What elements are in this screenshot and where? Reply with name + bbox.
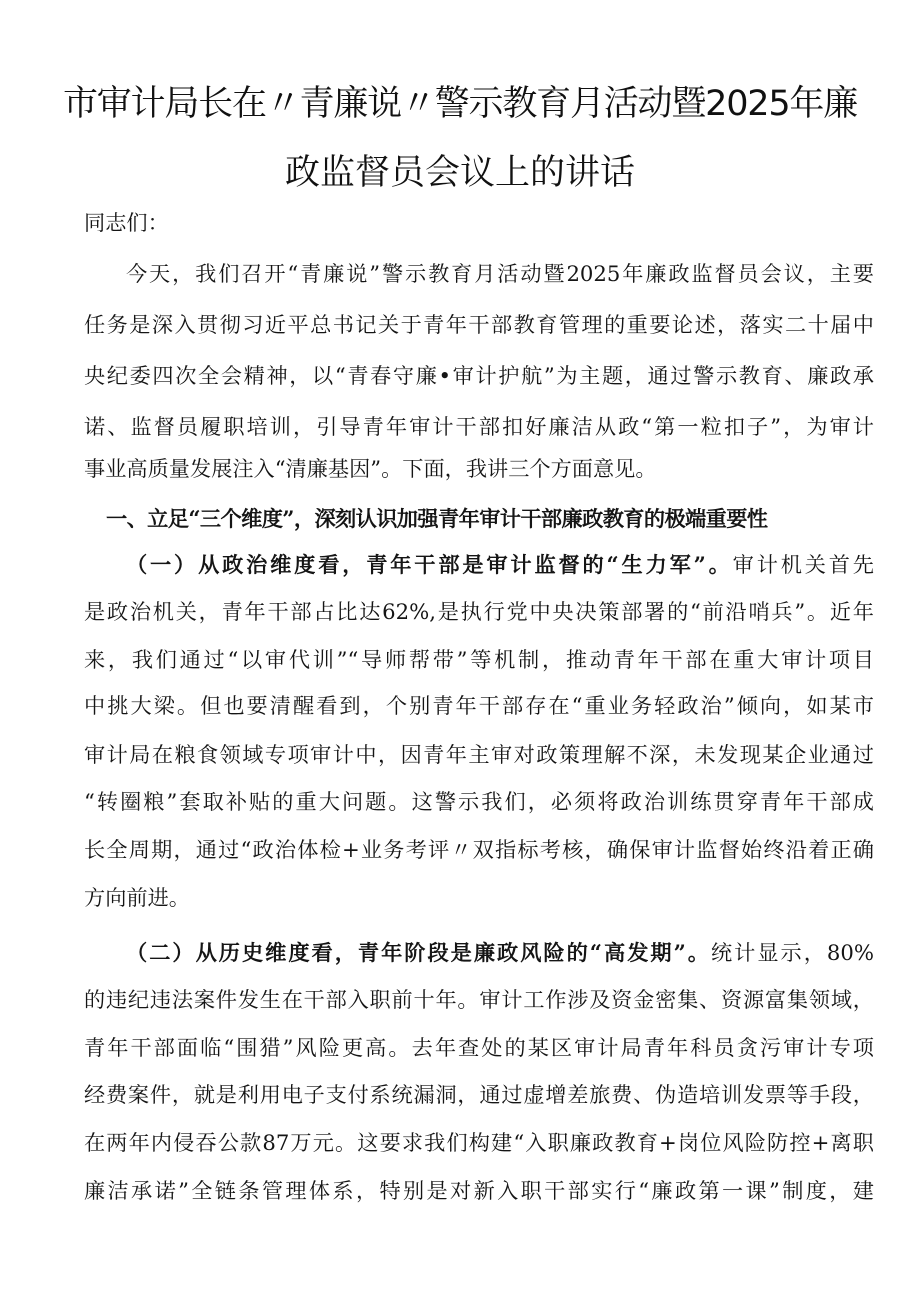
sub2-line-6: 廉洁承诺”全链条管理体系，特别是对新入职干部实行“廉政第一课”制度，建	[84, 1178, 874, 1203]
sub1-first-line	[126, 549, 874, 579]
sub1-line-2: 是政治机关，青年干部占比达62%,是执行党中央决策部署的“前沿哨兵”。近年	[84, 599, 874, 624]
document-title-line-1: 市审计局长在〃青廉说〃警示教育月活动暨2025年廉	[62, 84, 858, 124]
sub2-line-4: 经费案件，就是利用电子支付系统漏洞，通过虚增差旅费、伪造培训发票等手段，	[84, 1082, 874, 1107]
sub1-line-8: 方向前进。	[84, 885, 190, 910]
sub1-line-6: “转圈粮”套取补贴的重大问题。这警示我们，必须将政治训练贯穿青年干部成	[84, 789, 874, 814]
sub2-first-line	[126, 937, 874, 967]
sub2-line-5: 在两年内侵吞公款87万元。这要求我们构建“入职廉政教育+岗位风险防控+离职	[84, 1130, 874, 1155]
document-title-line-2: 政监督员会议上的讲话	[284, 153, 635, 193]
intro-line-4: 诺、监督员履职培训，引导青年审计干部扣好廉洁从政“第一粒扣子”，为审计	[84, 414, 874, 439]
intro-line-1: 今天，我们召开“青廉说”警示教育月活动暨2025年廉政监督员会议，主要	[126, 261, 874, 286]
sub1-line-7: 长全周期，通过“政治体检+业务考评〃双指标考核，确保审计监督始终沿着正确	[84, 837, 874, 862]
sub1-line-4: 中挑大梁。但也要清醒看到，个别青年干部存在“重业务轻政治”倾向，如某市	[84, 693, 874, 718]
sub1-first-line-rest: 审计机关首先	[732, 552, 874, 577]
sub2-line-3: 青年干部面临“围猎”风险更高。去年查处的某区审计局青年科员贪污审计专项	[84, 1035, 874, 1060]
sub2-line-2: 的违纪违法案件发生在干部入职前十年。审计工作涉及资金密集、资源富集领域，	[84, 987, 874, 1012]
intro-line-2: 任务是深入贯彻习近平总书记关于青年干部教育管理的重要论述，落实二十届中	[84, 312, 874, 337]
sub1-line-5: 审计局在粮食领域专项审计中，因青年主审对政策理解不深，未发现某企业通过	[84, 742, 874, 767]
section-1-heading: 一、立足“三个维度”，深刻认识加强青年审计干部廉政教育的极端重要性	[106, 506, 768, 531]
sub1-heading: （一）从政治维度看，青年干部是审计监督的“生力军”。	[126, 552, 733, 577]
sub2-heading: （二）从历史维度看，青年阶段是廉政风险的“高发期”。	[126, 940, 711, 965]
salutation: 同志们：	[84, 210, 169, 235]
sub1-line-3: 来，我们通过“以审代训”“导师帮带”等机制，推动青年干部在重大审计项目	[84, 647, 874, 672]
intro-line-5: 事业高质量发展注入“清廉基因”。下面，我讲三个方面意见。	[84, 456, 657, 481]
sub2-first-line-rest: 统计显示，80%	[710, 940, 875, 965]
intro-line-3: 央纪委四次全会精神，以“青春守廉•审计护航”为主题，通过警示教育、廉政承	[84, 363, 874, 388]
